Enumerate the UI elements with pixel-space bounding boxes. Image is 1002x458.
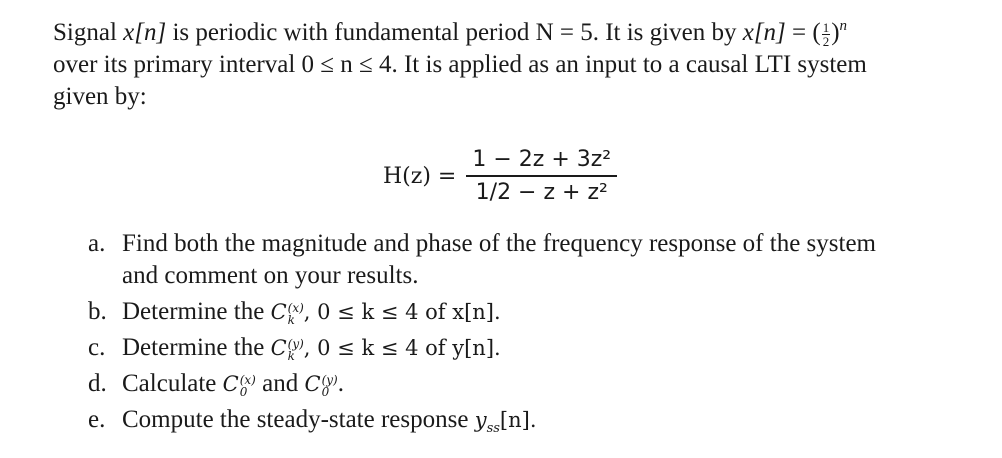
- coef-superscript: (x): [287, 300, 304, 315]
- item-text: Determine the: [122, 298, 271, 325]
- coef-subscript: 0: [321, 384, 330, 399]
- fraction-numerator: 1: [822, 19, 830, 35]
- item-text: Determine the: [122, 334, 271, 361]
- transfer-function-equation: [383, 140, 617, 212]
- coef-symbol: C: [270, 300, 287, 324]
- coef-subscript: k: [287, 348, 295, 363]
- half-fraction: [822, 21, 831, 48]
- coef-superscript: (y): [321, 372, 338, 387]
- item-marker: b.: [88, 298, 107, 325]
- item-marker: a.: [88, 230, 106, 257]
- item-math: , 0 ≤ k ≤ 4 of y[n].: [303, 336, 501, 360]
- coef-symbol: C: [222, 372, 239, 396]
- question-item-e: [88, 404, 968, 445]
- coef-superscript: (x): [239, 372, 256, 387]
- signal-x: x[n]: [123, 19, 167, 46]
- output-arg: [n].: [499, 408, 537, 432]
- fourier-coefficient: [222, 372, 256, 399]
- question-item-c: [88, 332, 968, 364]
- statement-text: is periodic with fundamental period N = 5. It is given by: [166, 19, 743, 46]
- statement-line-1: [53, 10, 973, 49]
- equation-lhs: H(z) =: [383, 163, 457, 189]
- fraction-denominator: 2: [822, 33, 830, 49]
- equation-numerator: 1 − 2z + 3z²: [466, 147, 617, 177]
- item-text: Compute the steady-state response: [122, 406, 475, 433]
- output-symbol: y: [474, 408, 487, 432]
- equation-denominator: 1/2 − z + z²: [475, 180, 608, 205]
- question-list: [88, 228, 968, 445]
- coef-subscript: k: [287, 312, 295, 327]
- output-subscript: ss: [486, 421, 500, 436]
- fourier-coefficient: [270, 336, 304, 363]
- statement-text: Signal: [53, 19, 124, 46]
- item-marker: e.: [88, 406, 106, 433]
- item-text: and: [255, 370, 305, 397]
- fourier-coefficient: [270, 300, 304, 327]
- item-text: Find both the magnitude and phase of the frequency response of the system: [122, 230, 876, 257]
- fourier-coefficient: [304, 372, 338, 399]
- question-item-a: [88, 228, 968, 292]
- question-item-d: [88, 368, 968, 400]
- coef-symbol: C: [270, 336, 287, 360]
- equals-sign: = (: [785, 19, 821, 46]
- signal-x: x[n]: [742, 19, 786, 46]
- exponent: n: [839, 18, 848, 34]
- item-text: .: [337, 370, 344, 397]
- coef-subscript: 0: [239, 384, 248, 399]
- question-item-b: [88, 296, 968, 328]
- equation-fraction: [466, 147, 617, 205]
- problem-statement: [53, 10, 973, 113]
- statement-line-2: over its primary interval 0 ≤ n ≤ 4. It is applied as an input to a causal LTI system: [53, 51, 867, 78]
- item-marker: d.: [88, 370, 107, 397]
- item-math: , 0 ≤ k ≤ 4 of x[n].: [303, 300, 501, 324]
- close-paren: ): [831, 19, 840, 46]
- item-text: Calculate: [122, 370, 223, 397]
- statement-line-3: given by:: [53, 83, 147, 110]
- coef-symbol: C: [304, 372, 321, 396]
- item-text: and comment on your results.: [122, 262, 419, 289]
- coef-superscript: (y): [287, 336, 304, 351]
- steady-state-output: [474, 408, 537, 436]
- item-marker: c.: [88, 334, 106, 361]
